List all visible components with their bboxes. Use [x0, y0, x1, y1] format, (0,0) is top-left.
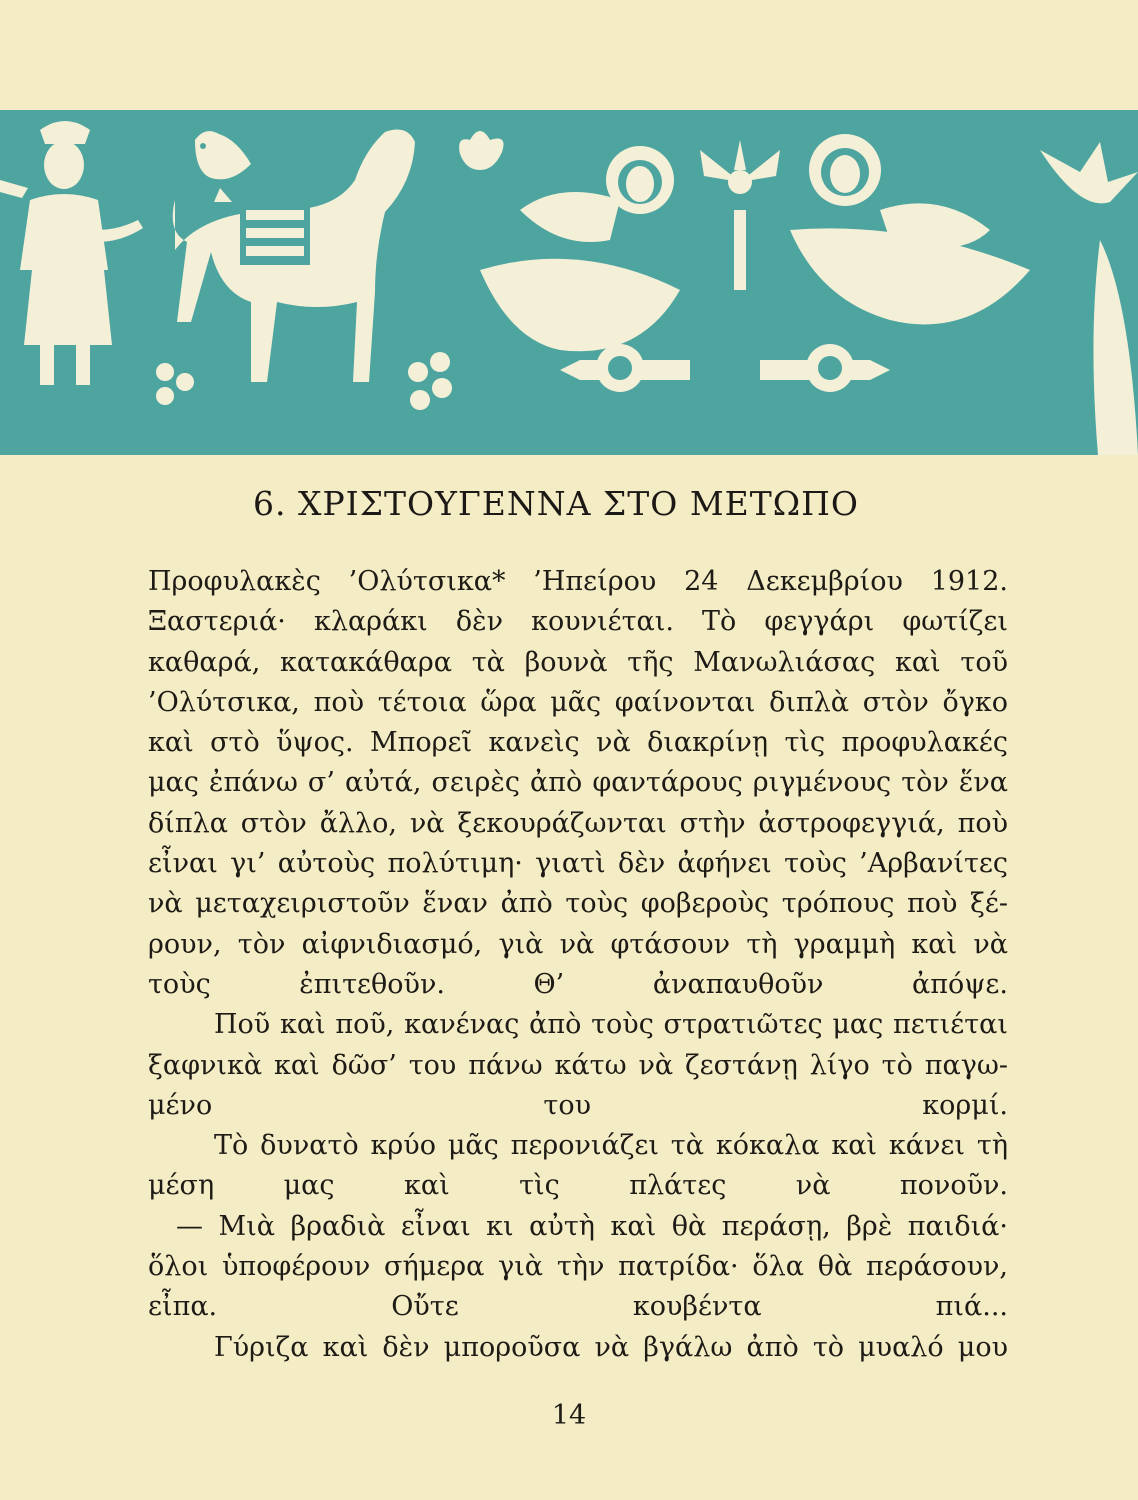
text-line: εἶπα. Οὔτε κουβέντα πιά...: [148, 1291, 1008, 1323]
text-line: Τὸ δυνατὸ κρύο μᾶς περονιάζει τὰ κόκαλα καὶ κάνει τὴ: [214, 1130, 1008, 1162]
text-line: τοὺς ἐπιτεθοῦν. Θ’ ἀναπαυθοῦν ἀπόψε.: [148, 968, 1008, 1000]
body-text: [148, 562, 1008, 1368]
text-line: ’Ολύτσικα, ποὺ τέτοια ὥρα μᾶς φαίνονται διπλὰ στὸν ὄγκο: [148, 686, 1008, 718]
paragraph: [148, 1005, 1008, 1126]
text-line: δίπλα στὸν ἄλλο, νὰ ξεκουράζωνται στὴν ἀστροφεγγιά, ποὺ: [148, 807, 1008, 839]
text-line: ξαφνικὰ καὶ δῶσ’ του πάνω κάτω νὰ ζεστάνῃ λίγο τὸ παγω-: [148, 1049, 1008, 1081]
text-line: Γύριζα καὶ δὲν μποροῦσα νὰ βγάλω ἀπὸ τὸ μυαλό μου: [214, 1331, 1008, 1363]
text-line: μας ἐπάνω σ’ αὐτά, σειρὲς ἀπὸ φαντάρους ριγμένους τὸν ἕνα: [148, 767, 1008, 799]
text-line: μένο του κορμί.: [148, 1089, 1008, 1121]
text-line: — Μιὰ βραδιὰ εἶναι κι αὐτὴ καὶ θὰ περάσῃ, βρὲ παιδιά·: [176, 1210, 1008, 1242]
text-line: νὰ μεταχειριστοῦν ἕναν ἀπὸ τοὺς φοβεροὺς τρόπους ποὺ ξέ-: [148, 888, 1008, 920]
paragraph: [148, 1126, 1008, 1207]
decorative-banner: [0, 110, 1138, 455]
text-line: ὅλοι ὑποφέρουν σήμερα γιὰ τὴν πατρίδα· ὅλα θὰ περάσουν,: [148, 1251, 1008, 1283]
chapter-title: 6. ΧΡΙΣΤΟΥΓΕΝΝΑ ΣΤΟ ΜΕΤΩΠΟ: [253, 484, 859, 523]
text-line: μέση μας καὶ τὶς πλάτες νὰ πονοῦν.: [148, 1170, 1008, 1202]
text-line: Ποῦ καὶ ποῦ, κανένας ἀπὸ τοὺς στρατιῶτες μας πετιέται: [214, 1009, 1008, 1041]
text-line: καθαρά, κατακάθαρα τὰ βουνὰ τῆς Μανωλιάσας καὶ τοῦ: [148, 646, 1008, 678]
text-line: Προφυλακὲς ’Ολύτσικα* ’Ηπείρου 24 Δεκεμβρίου 1912.: [148, 566, 1008, 597]
text-line: ρουν, τὸν αἰφνιδιασμό, γιὰ νὰ φτάσουν τὴ γραμμὴ καὶ νὰ: [148, 928, 1008, 960]
text-line: καὶ στὸ ὕψος. Μπορεῖ κανεὶς νὰ διακρίνῃ τὶς προφυλακές: [148, 727, 1008, 759]
text-line: Ξαστεριά· κλαράκι δὲν κουνιέται. Τὸ φεγγάρι φωτίζει: [148, 606, 1008, 638]
page-number: 14: [551, 1400, 587, 1431]
text-line: εἶναι γι’ αὐτοὺς πολύτιμη· γιατὶ δὲν ἀφήνει τοὺς ’Αρβανίτες: [148, 848, 1008, 880]
paragraph: [148, 562, 1008, 1005]
paragraph: [148, 1207, 1008, 1328]
banner-illustration: [0, 110, 1138, 455]
paragraph: [148, 1328, 1008, 1368]
